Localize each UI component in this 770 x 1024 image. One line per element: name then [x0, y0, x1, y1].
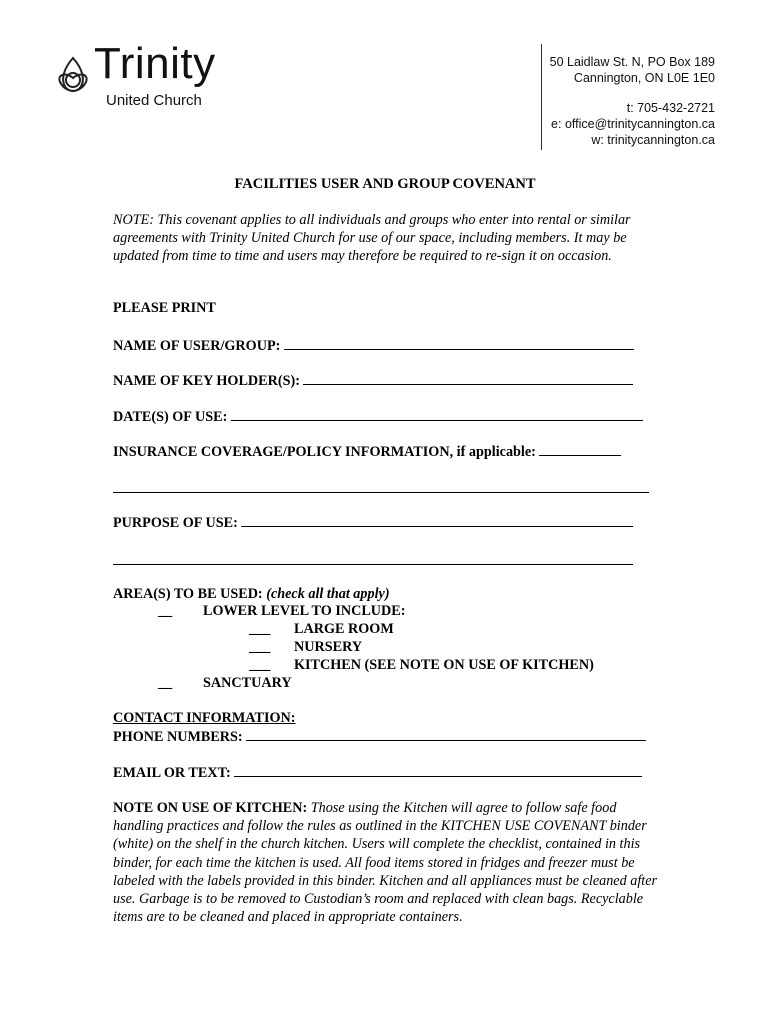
contact-heading: CONTACT INFORMATION: [113, 710, 296, 726]
please-print-label: PLEASE PRINT [113, 300, 216, 316]
insurance-field[interactable] [539, 443, 621, 456]
sanctuary-label: SANCTUARY [203, 675, 292, 691]
document-title: FACILITIES USER AND GROUP COVENANT [234, 176, 536, 192]
name-label: NAME OF USER/GROUP: [113, 338, 281, 354]
kitchen-note-text: Those using the Kitchen will agree to follow safe food handling practices and follow the rules as outlined in the KITCHEN USE COVENANT binder (white) on the shelf in the church kitchen. Users will complete the checklist, contained in this binder, for each time the kitchen is used. All food items stored in fridges and freezer must be labeled with the labels provided in this binder. Kitchen and all appliances must be cleaned after use. Garbage is to be removed to Custodian’s room and replaced with clean bags. Recyclable items are to be cleaned and placed in appropriate containers. [113, 800, 658, 926]
lower-level-checkbox[interactable]: __ [158, 603, 173, 619]
lower-level-label: LOWER LEVEL TO INCLUDE: [203, 603, 406, 619]
address-line-2: Cannington, ON L0E 1E0 [573, 71, 715, 85]
phone-text: t: 705-432-2721 [626, 101, 715, 115]
key-holder-label: NAME OF KEY HOLDER(S): [113, 373, 300, 389]
email-text-label: EMAIL OR TEXT: [113, 765, 231, 781]
purpose-field-line-2[interactable] [113, 564, 633, 565]
insurance-label: INSURANCE COVERAGE/POLICY INFORMATION, if applicable: [113, 444, 536, 460]
website-text: w: trinitycannington.ca [591, 133, 715, 147]
key-holder-field[interactable] [303, 372, 633, 385]
phone-numbers-field[interactable] [246, 728, 646, 741]
address-line-1: 50 Laidlaw St. N, PO Box 189 [549, 55, 715, 69]
kitchen-note-label: NOTE ON USE OF KITCHEN: [113, 800, 308, 816]
nursery-checkbox[interactable]: ___ [249, 639, 271, 655]
contact-block [550, 54, 715, 148]
large-room-label: LARGE ROOM [294, 621, 394, 637]
phone-numbers-label: PHONE NUMBERS: [113, 729, 243, 745]
purpose-field[interactable] [241, 514, 633, 527]
areas-hint: (check all that apply) [266, 586, 390, 602]
dates-field[interactable] [231, 408, 643, 421]
kitchen-note [113, 799, 658, 926]
covenant-note: NOTE: This covenant applies to all individuals and groups who enter into rental or similar agreements with Trinity United Church for use of our space, including members. It may be updated from time to time and users may therefore be required to re-sign it on occasion. [113, 212, 631, 265]
name-field[interactable] [284, 337, 634, 350]
trinity-knot-icon [52, 54, 94, 94]
insurance-field-line-2[interactable] [113, 492, 649, 493]
dates-label: DATE(S) OF USE: [113, 409, 228, 425]
large-room-checkbox[interactable]: ___ [249, 621, 271, 637]
sanctuary-checkbox[interactable]: __ [158, 675, 173, 691]
purpose-label: PURPOSE OF USE: [113, 515, 238, 531]
email-text: e: office@trinitycannington.ca [551, 117, 715, 131]
kitchen-checkbox[interactable]: ___ [249, 657, 271, 673]
kitchen-label: KITCHEN (SEE NOTE ON USE OF KITCHEN) [294, 657, 594, 673]
logo-wordmark: Trinity [94, 39, 216, 88]
header-divider [541, 44, 542, 150]
church-logo [52, 39, 262, 118]
email-text-field[interactable] [234, 764, 642, 777]
areas-label: AREA(S) TO BE USED: [113, 586, 263, 602]
logo-subtitle: United Church [106, 92, 202, 109]
nursery-label: NURSERY [294, 639, 363, 655]
